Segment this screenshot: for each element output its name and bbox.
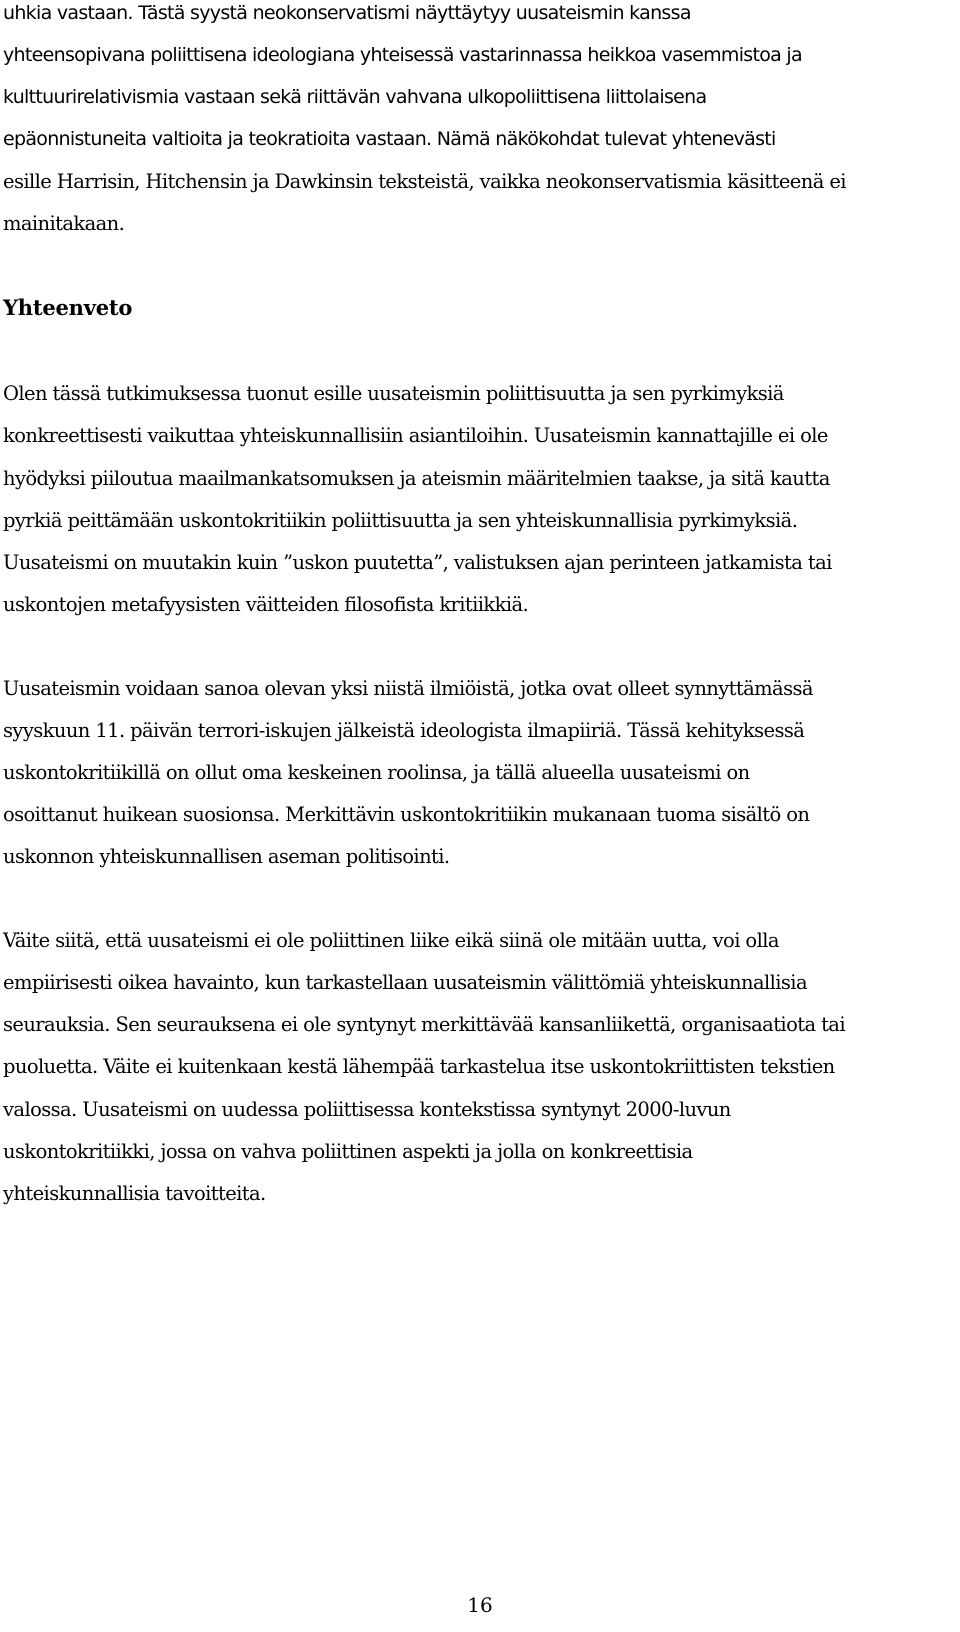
text-line: Väite siitä, että uusateismi ei ole poliittinen liike eikä siinä ole mitään uutta, voi olla — [3, 929, 779, 952]
text-line: mainitakaan. — [3, 212, 125, 235]
text-line: Uusateismi on muutakin kuin ”uskon puutetta”, valistuksen ajan perinteen jatkamista tai — [3, 551, 832, 574]
text-line: epäonnistuneita valtioita ja teokratioita vastaan. Nämä näkökohdat tulevat yhtenevästi — [3, 128, 776, 150]
text-line: empiirisesti oikea havainto, kun tarkastellaan uusateismin välittömiä yhteiskunnallisia — [3, 971, 807, 994]
text-line: uskontokritiikki, jossa on vahva poliittinen aspekti ja jolla on konkreettisia — [3, 1140, 693, 1163]
text-line: pyrkiä peittämään uskontokritiikin poliittisuutta ja sen yhteiskunnallisia pyrkimyksiä. — [3, 509, 798, 532]
text-line: osoittanut huikean suosionsa. Merkittävin uskontokritiikin mukanaan tuoma sisältö on — [3, 803, 810, 826]
text-line: yhteensopivana poliittisena ideologiana yhteisessä vastarinnassa heikkoa vasemmistoa ja — [3, 44, 802, 66]
text-line: kulttuurirelativismia vastaan sekä riittävän vahvana ulkopoliittisena liittolaisena — [3, 86, 707, 108]
text-line: uhkia vastaan. Tästä syystä neokonservatismi näyttäytyy uusateismin kanssa — [3, 2, 691, 24]
section-heading: Yhteenveto — [3, 295, 133, 320]
text-line: hyödyksi piiloutua maailmankatsomuksen ja ateismin määritelmien taakse, ja sitä kautta — [3, 467, 830, 490]
text-line: puoluetta. Väite ei kuitenkaan kestä lähempää tarkastelua itse uskontokriittisten tekstien — [3, 1055, 835, 1078]
text-line: Uusateismin voidaan sanoa olevan yksi niistä ilmiöistä, jotka ovat olleet synnyttämässä — [3, 677, 813, 700]
text-line: Olen tässä tutkimuksessa tuonut esille uusateismin poliittisuutta ja sen pyrkimyksiä — [3, 382, 784, 405]
text-line: konkreettisesti vaikuttaa yhteiskunnallisiin asiantiloihin. Uusateismin kannattajille ei ole — [3, 424, 828, 447]
text-line: uskonnon yhteiskunnallisen aseman politisointi. — [3, 845, 450, 868]
text-line: uskontokritiikillä on ollut oma keskeinen roolinsa, ja tällä alueella uusateismi on — [3, 761, 750, 784]
text-line: valossa. Uusateismi on uudessa poliittisessa kontekstissa syntynyt 2000-luvun — [3, 1098, 731, 1121]
text-line: syyskuun 11. päivän terrori-iskujen jälkeistä ideologista ilmapiiriä. Tässä kehityksessä — [3, 719, 805, 742]
text-line: seurauksia. Sen seurauksena ei ole syntynyt merkittävää kansanliikettä, organisaatiota tai — [3, 1013, 845, 1036]
page-number: 16 — [467, 1593, 493, 1617]
text-line: esille Harrisin, Hitchensin ja Dawkinsin teksteistä, vaikka neokonservatismia käsitteenä ei — [3, 170, 846, 193]
text-line: uskontojen metafyysisten väitteiden filosofista kritiikkiä. — [3, 593, 529, 616]
text-line: yhteiskunnallisia tavoitteita. — [3, 1182, 266, 1205]
